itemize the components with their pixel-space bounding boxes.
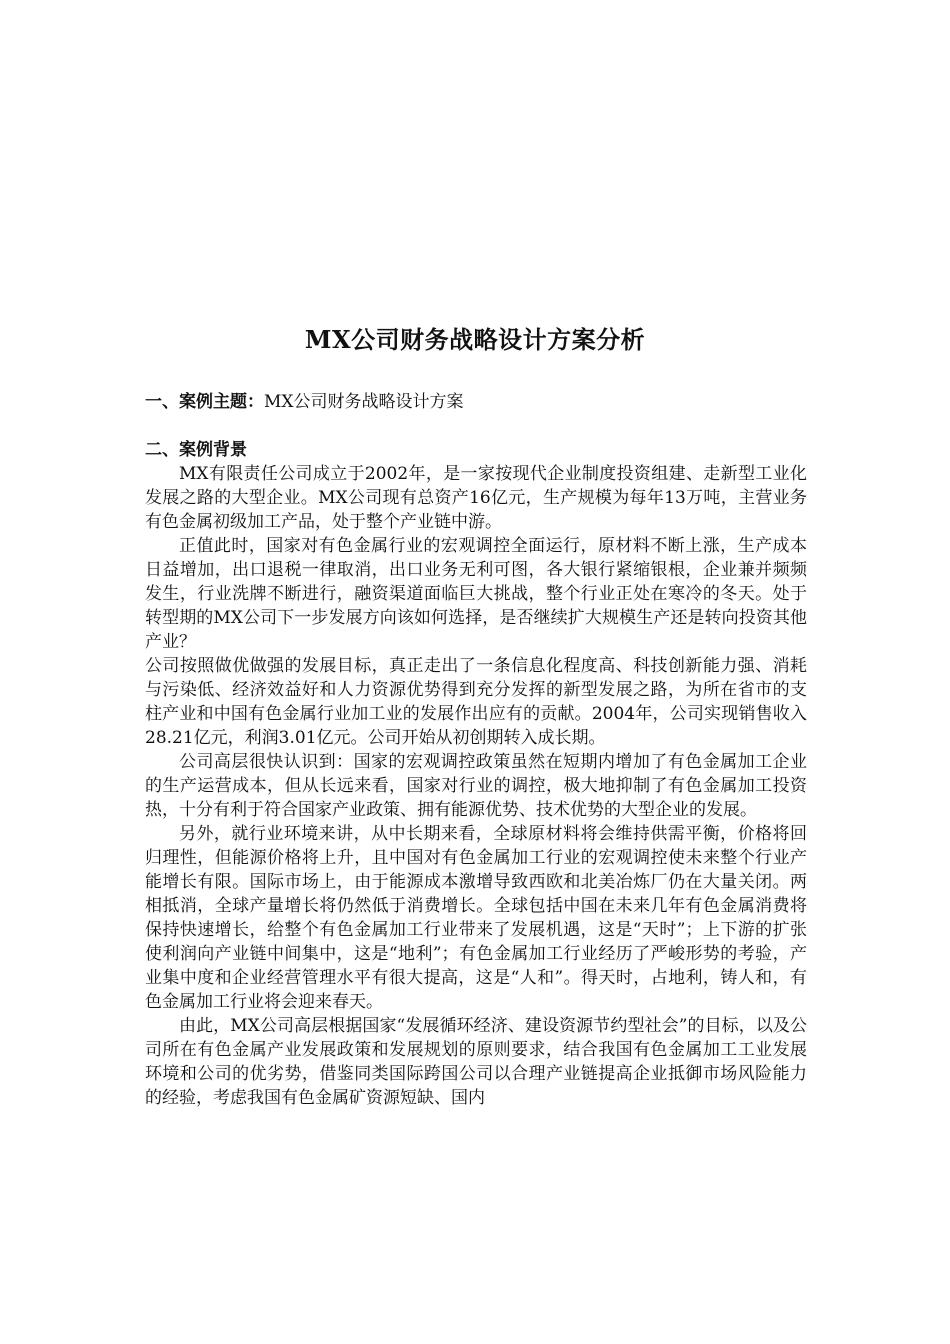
paragraph-company-intro: MX有限责任公司成立于2002年，是一家按现代企业制度投资组建、走新型工业化发展之路的大型企业。MX公司现有总资产16亿元，生产规模为每年13万吨，主营业务有色金属初级加工产品，处于整个产业链中游。 xyxy=(145,464,807,532)
section-case-topic-value: MX公司财务战略设计方案 xyxy=(264,392,464,412)
section-spacer xyxy=(145,414,807,438)
paragraph-industry-environment: 另外，就行业环境来讲，从中长期来看，全球原材料将会维持供需平衡，价格将回归理性，但能源价格将上升，且中国对有色金属加工行业的宏观调控使未来整个行业产能增长有限。国际市场上，由于能源成本激增导致西欧和北美冶炼厂仍在大量关闭。两相抵消，全球产量增长将仍然低于消费增长。全球包括中国在未来几年有色金属消费将保持快速增长，给整个有色金属加工行业带来了发展机遇，这是“天时”；上下游的扩张使利润向产业链中间集中，这是“地利”；有色金属加工行业经历了严峻形势的考验，产业集中度和企业经营管理水平有很大提高，这是“人和”。得天时，占地利，铸人和，有色金属加工行业将会迎来春天。 xyxy=(145,824,807,1012)
section-case-topic xyxy=(145,390,807,414)
section-case-background-label: 二、案例背景 xyxy=(145,440,247,460)
paragraph-strategic-direction: 由此，MX公司高层根据国家“发展循环经济、建设资源节约型社会”的目标，以及公司所在有色金属产业发展政策和发展规划的原则要求，结合我国有色金属加工工业发展环境和公司的优劣势，借鉴同类国际跨国公司以合理产业链提高企业抵御市场风险能力的经验，考虑我国有色金属矿资源短缺、国内 xyxy=(145,1016,807,1108)
paragraph-industry-regulation: 正值此时，国家对有色金属行业的宏观调控全面运行，原材料不断上涨，生产成本日益增加，出口退税一律取消，出口业务无利可图，各大银行紧缩银根，企业兼并频频发生，行业洗牌不断进行，融资渠道面临巨大挑战，整个行业正处在寒冷的冬天。处于转型期的MX公司下一步发展方向该如何选择，是否继续扩大规模生产还是转向投资其他产业？ xyxy=(145,536,807,652)
document-body xyxy=(145,390,807,1110)
paragraph-management-insight: 公司高层很快认识到：国家的宏观调控政策虽然在短期内增加了有色金属加工企业的生产运营成本，但从长远来看，国家对行业的调控，极大地抑制了有色金属加工投资热，十分有利于符合国家产业政策、拥有能源优势、技术优势的大型企业的发展。 xyxy=(145,752,807,820)
document-title: MX公司财务战略设计方案分析 xyxy=(304,325,646,354)
section-case-topic-label: 一、案例主题： xyxy=(145,392,264,412)
section-case-background xyxy=(145,438,807,462)
paragraph-development-goal: 公司按照做优做强的发展目标，真正走出了一条信息化程度高、科技创新能力强、消耗与污染低、经济效益好和人力资源优势得到充分发挥的新型发展之路，为所在省市的支柱产业和中国有色金属行业加工业的发展作出应有的贡献。2004年，公司实现销售收入28.21亿元，利润3.01亿元。公司开始从初创期转入成长期。 xyxy=(145,656,807,748)
